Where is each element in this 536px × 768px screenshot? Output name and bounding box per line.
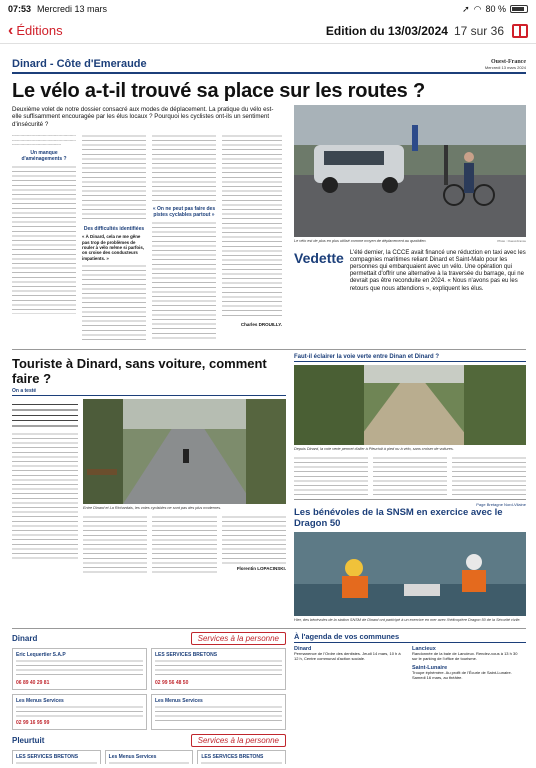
- body-text: [152, 133, 216, 203]
- agenda-town: Lancieux: [412, 646, 436, 653]
- body-text: [155, 704, 282, 724]
- article-column-3: [152, 133, 216, 343]
- snsm-headline: Les bénévoles de la SNSM en exercice avec le Dragon 50: [294, 506, 503, 529]
- body-text: [82, 263, 146, 343]
- snsm-photo[interactable]: [294, 532, 526, 616]
- body-text: [222, 133, 282, 319]
- battery-percent: 80 %: [485, 4, 506, 14]
- article-subhead: Un manque d'aménagements ?: [21, 150, 67, 162]
- second-author: Florentin LOPACINSKI.: [236, 565, 286, 571]
- body-text: [452, 455, 526, 495]
- back-button[interactable]: [8, 23, 63, 39]
- second-headline: Touriste à Dinard, sans voiture, comment faire ?: [12, 356, 267, 387]
- services-banner: Services à la personne: [191, 632, 286, 645]
- article-subhead: « On ne peut pas faire des pistes cyclables partout »: [152, 206, 216, 219]
- bike-photo-image: [294, 105, 526, 237]
- main-headline: Le vélo a-t-il trouvé sa place sur les routes ?: [12, 80, 425, 102]
- ad-phone[interactable]: 02 99 56 48 50: [155, 680, 189, 687]
- body-text: ------------------------------------------------------------------------------------------------------------------------------------------------: [12, 133, 76, 147]
- page-indicator[interactable]: 17 sur 36: [453, 23, 504, 38]
- greenway-photo[interactable]: [294, 365, 526, 445]
- bike-photo[interactable]: [294, 105, 526, 237]
- body-text: [152, 514, 216, 574]
- ad-name: LES SERVICES BRETONS: [155, 652, 218, 659]
- body-text: [222, 514, 286, 566]
- body-text: [155, 658, 282, 678]
- greenway-photo-image: [294, 365, 526, 445]
- agenda-item: Randonnée de la baie de Lancieux. Rendez-vous à 13 h 30 sur le parking de l'office de tourisme.: [412, 651, 518, 662]
- greenway-caption: Depuis Dinard, la voie verte permet d'aller à Pleurtuit à pied ou à vélo, sans croiser de voitures.: [294, 447, 454, 452]
- agenda-item: Permanence de l'Ordre des dentistes. Jeudi 14 mars, 10 h à 12 h, Centre communal d'action sociale.: [294, 651, 401, 662]
- body-text: [152, 220, 216, 340]
- article-quote: « À Dinard, cela ne me gêne pas trop de problèmes de rouler à vélo même si parfois, on croise des conducteurs impatients. »: [82, 234, 144, 261]
- agenda-title: À l'agenda de vos communes: [294, 632, 526, 643]
- body-text: [373, 455, 447, 495]
- vedette-text: L'été dernier, la CCCE avait financé une réduction en taxi avec les compagnies maritimes reliant Dinard et Saint-Malo pour les personnes qui embarquaient avec un vélo. Une opération qui permettait d'offrir une alternative à la traversée du barrage, qui ne devrait pas être reconduite en 2024. « Nous n'avons pas eu les retours que nous attendions », expliquent les élus.: [349, 249, 526, 292]
- status-date: Mercredi 13 mars: [37, 4, 108, 14]
- agenda-town: Dinard: [294, 646, 312, 653]
- battery-icon: [510, 5, 528, 13]
- third-kicker: Faut-il éclairer la voie verte entre Dinan et Dinard ?: [294, 354, 526, 362]
- vedette-title: Vedette: [294, 249, 344, 266]
- status-time: 07:53: [8, 4, 32, 14]
- masthead: [485, 59, 526, 70]
- masthead-date: Mercredi 13 mars 2024: [484, 65, 526, 70]
- body-text: [12, 164, 76, 314]
- body-text: [16, 760, 97, 764]
- road-photo-image: [83, 399, 286, 504]
- article-columns: [12, 133, 286, 343]
- ad-block[interactable]: [12, 648, 147, 690]
- snsm-caption: Hier, des bénévoles de la station SNSM de Dinard ont participé à un exercice en mer avec l'hélicoptère Dragon 50 de la Sécurité civile.: [294, 617, 521, 622]
- back-label: Éditions: [16, 23, 63, 38]
- nav-bar: [0, 18, 536, 44]
- photo-caption: [294, 239, 526, 244]
- ad-block[interactable]: [151, 648, 286, 690]
- book-icon[interactable]: [512, 24, 528, 38]
- second-text-col: [12, 399, 78, 574]
- ad-block[interactable]: [151, 694, 286, 730]
- status-bar: [0, 0, 536, 18]
- body-text: [16, 704, 143, 718]
- article-author: Charles DROUILLY.: [240, 322, 282, 328]
- article-column-2: [82, 133, 146, 343]
- photo-caption-text: Le vélo est de plus en plus utilisé comme moyen de déplacement au quotidien.: [294, 239, 427, 243]
- road-photo[interactable]: [83, 399, 286, 504]
- second-kicker: On a testé: [12, 388, 286, 396]
- section-header: [12, 58, 526, 74]
- photo-credit: Photo : Ouest-France: [497, 239, 526, 243]
- ad-name: LES SERVICES BRETONS: [16, 754, 79, 761]
- newspaper-page[interactable]: [12, 48, 526, 764]
- body-text: [294, 455, 368, 495]
- ad-phone[interactable]: 06 89 40 29 81: [16, 680, 50, 687]
- body-text: [12, 431, 78, 561]
- ad-block[interactable]: [12, 694, 147, 730]
- article-subhead: Des difficultés identifiées: [83, 226, 145, 233]
- article-column-4: [222, 133, 282, 343]
- masthead-brand: Ouest-France: [491, 59, 526, 65]
- ad-name: LES SERVICES BRETONS: [201, 754, 264, 761]
- ad-name: Les Menus Services: [108, 754, 157, 761]
- ad-name: Eric Lequertier S.A.P: [16, 652, 66, 659]
- ad-name: Les Menus Services: [155, 698, 203, 705]
- chevron-left-icon: ‹: [8, 21, 14, 39]
- ads-town-pleurtuit: Pleurtuit: [12, 736, 45, 746]
- ad-block[interactable]: [105, 750, 194, 764]
- second-quote: [12, 401, 78, 429]
- ads-town-dinard: Dinard: [12, 634, 38, 644]
- snsm-photo-image: [294, 532, 526, 616]
- ad-block[interactable]: [12, 750, 101, 764]
- location-icon: ➚: [462, 3, 470, 14]
- body-text: [82, 133, 146, 223]
- body-text: [201, 760, 282, 764]
- section-title: Dinard - Côte d'Emeraude: [12, 58, 147, 70]
- body-text: [16, 658, 143, 678]
- wifi-icon: ◠: [473, 3, 482, 14]
- services-banner: Services à la personne: [191, 734, 286, 747]
- status-right: [462, 4, 528, 15]
- article-lead: Deuxième volet de notre dossier consacré aux modes de déplacement. La pratique du vélo est-elle suffisamment encouragée par les élus locaux ? Pourquoi les cyclistes ont-ils un sentiment d'insécurité ?: [12, 106, 274, 128]
- snsm-kicker: Page Bretagne Nord-Vilaine: [476, 501, 526, 507]
- ad-phone[interactable]: 02 99 16 95 99: [16, 720, 50, 727]
- body-text: [83, 514, 147, 574]
- agenda-item: Troupe éphémère. Au profit de l'Écurie de Saint-Lunaire. Samedi 16 mars, au théâtre.: [412, 670, 512, 680]
- road-caption: Entre Dinard et La Richardais, les voies cyclables ne sont pas des plus modernes.: [83, 506, 222, 511]
- body-text: [109, 760, 190, 764]
- ad-name: Les Menus Services: [16, 698, 64, 705]
- edition-title: Edition du 13/03/2024: [325, 23, 448, 38]
- ad-block[interactable]: [197, 750, 286, 764]
- article-column-1: [12, 133, 76, 343]
- agenda-town: Saint-Lunaire: [412, 665, 448, 672]
